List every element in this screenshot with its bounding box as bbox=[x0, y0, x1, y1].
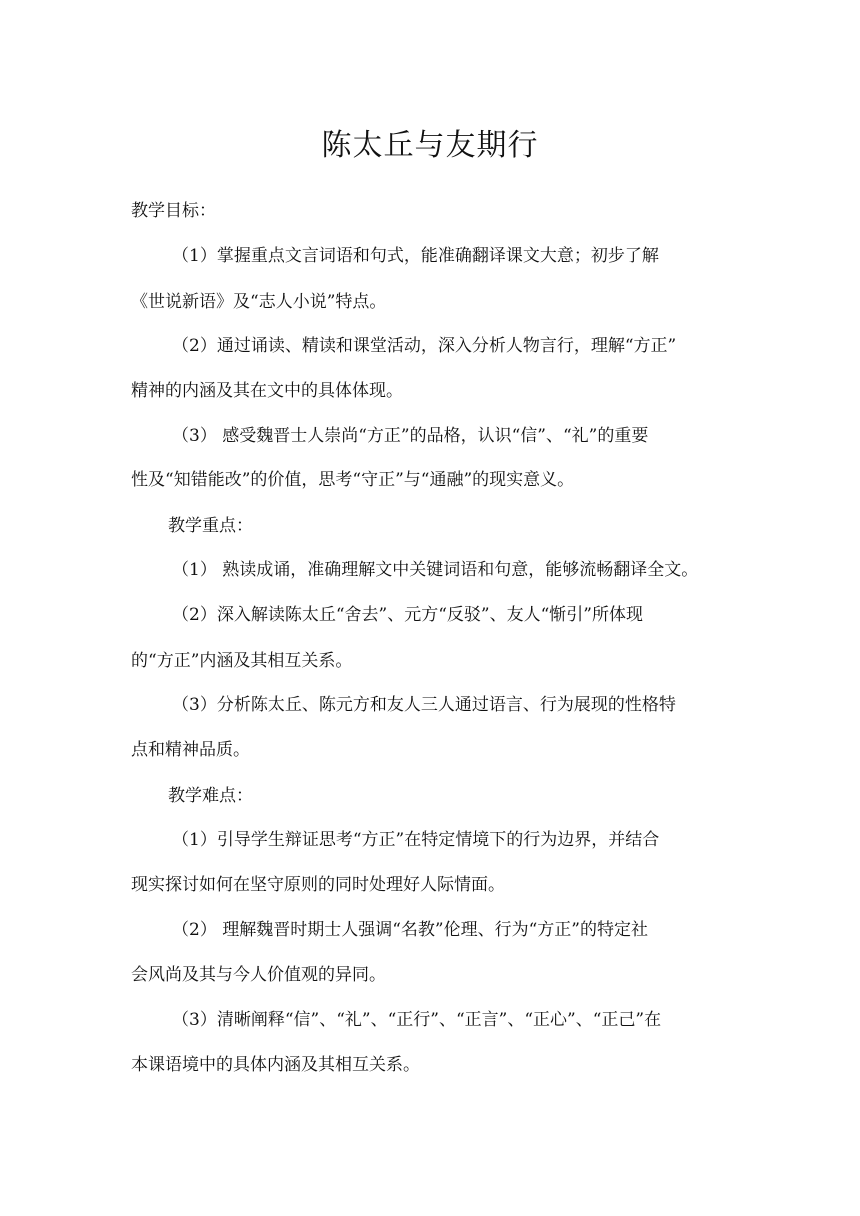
key-point-2-line-2: 的“方正”内涵及其相互关系。 bbox=[131, 651, 353, 671]
document-title: 陈太丘与友期行 bbox=[321, 128, 539, 163]
difficulty-1-line-1: （1）引导学生辩证思考“方正”在特定情境下的行为边界，并结合 bbox=[172, 830, 660, 850]
difficulty-3-line-2: 本课语境中的具体内涵及其相互关系。 bbox=[131, 1055, 420, 1075]
objective-1-line-1: （1）掌握重点文言词语和句式，能准确翻译课文大意；初步了解 bbox=[172, 246, 659, 266]
difficulties-heading: 教学难点： bbox=[168, 786, 253, 806]
difficulty-1-line-2: 现实探讨如何在坚守原则的同时处理好人际情面。 bbox=[131, 875, 505, 895]
difficulty-3-line-1: （3）清晰阐释“信”、“礼”、“正行”、“正言”、“正心”、“正己”在 bbox=[172, 1010, 662, 1030]
objective-2-line-2: 精神的内涵及其在文中的具体体现。 bbox=[131, 381, 403, 401]
objective-1-line-2: 《世说新语》及“志人小说”特点。 bbox=[131, 292, 387, 312]
objective-3-line-1: （3） 感受魏晋士人崇尚“方正”的品格，认识“信”、“礼”的重要 bbox=[172, 426, 649, 446]
key-point-1-line-1: （1） 熟读成诵，准确理解文中关键词语和句意，能够流畅翻译全文。 bbox=[172, 560, 699, 580]
key-points-heading: 教学重点： bbox=[168, 516, 253, 536]
objectives-heading: 教学目标： bbox=[131, 201, 216, 221]
objective-2-line-1: （2）通过诵读、精读和课堂活动，深入分析人物言行，理解“方正” bbox=[172, 336, 677, 356]
objective-3-line-2: 性及“知错能改”的价值，思考“守正”与“通融”的现实意义。 bbox=[131, 470, 575, 490]
key-point-2-line-1: （2）深入解读陈太丘“舍去”、元方“反驳”、友人“惭引”所体现 bbox=[172, 605, 643, 625]
difficulty-2-line-1: （2） 理解魏晋时期士人强调“名教”伦理、行为“方正”的特定社 bbox=[172, 920, 648, 940]
key-point-3-line-2: 点和精神品质。 bbox=[131, 740, 250, 760]
key-point-3-line-1: （3）分析陈太丘、陈元方和友人三人通过语言、行为展现的性格特 bbox=[172, 695, 676, 715]
difficulty-2-line-2: 会风尚及其与今人价值观的异同。 bbox=[131, 965, 386, 985]
